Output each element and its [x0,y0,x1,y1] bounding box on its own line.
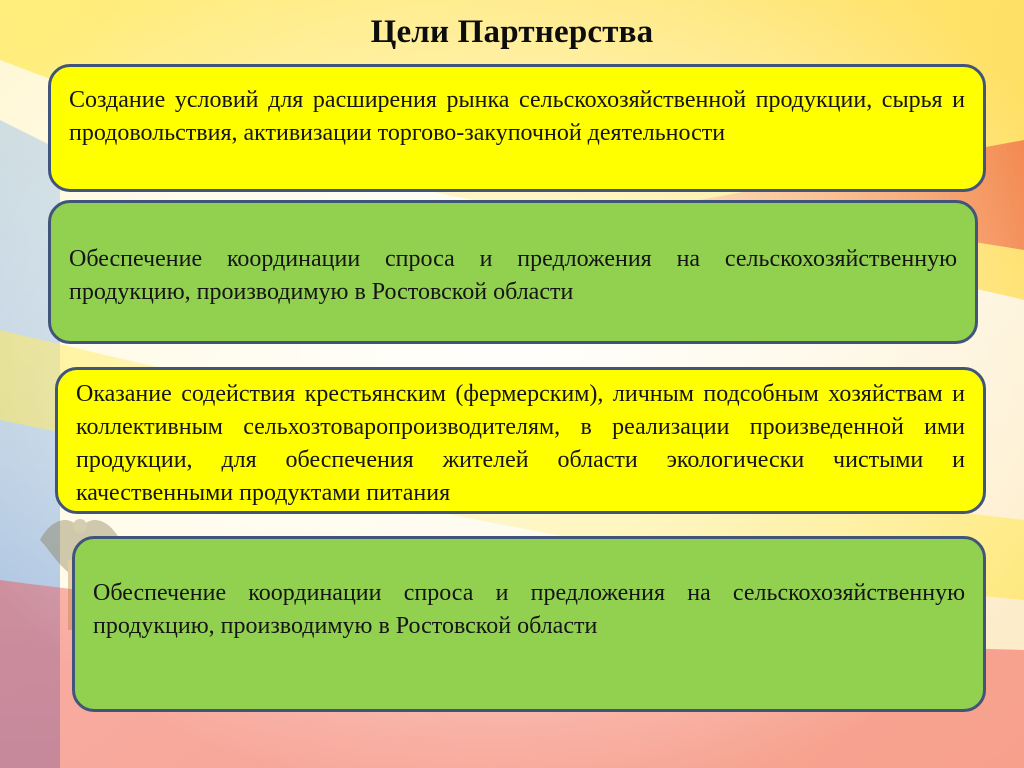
goal-card-1 [48,64,986,192]
goal-text-4: Обеспечение координации спроса и предложения на сельскохозяйственную продукцию, производимую в Ростовской области [93,580,965,639]
goal-card-4 [72,536,986,712]
goal-text-2: Обеспечение координации спроса и предложения на сельскохозяйственную продукцию, производимую в Ростовской области [69,246,957,305]
goal-text-3: Оказание содействия крестьянским (фермерским), личным подсобным хозяйствам и коллективным сельхозтоваропроизводителям, в реализации произведенной ими продукции, для обеспечения жителей области экологически чистыми и качественными продуктами питания [76,381,965,506]
goal-card-2 [48,200,978,344]
goal-text-1: Создание условий для расширения рынка сельскохозяйственной продукции, сырья и продовольствия, активизации торгово-закупочной деятельности [69,87,965,146]
goal-card-3 [55,367,986,514]
slide-title: Цели Партнерства [370,14,654,50]
